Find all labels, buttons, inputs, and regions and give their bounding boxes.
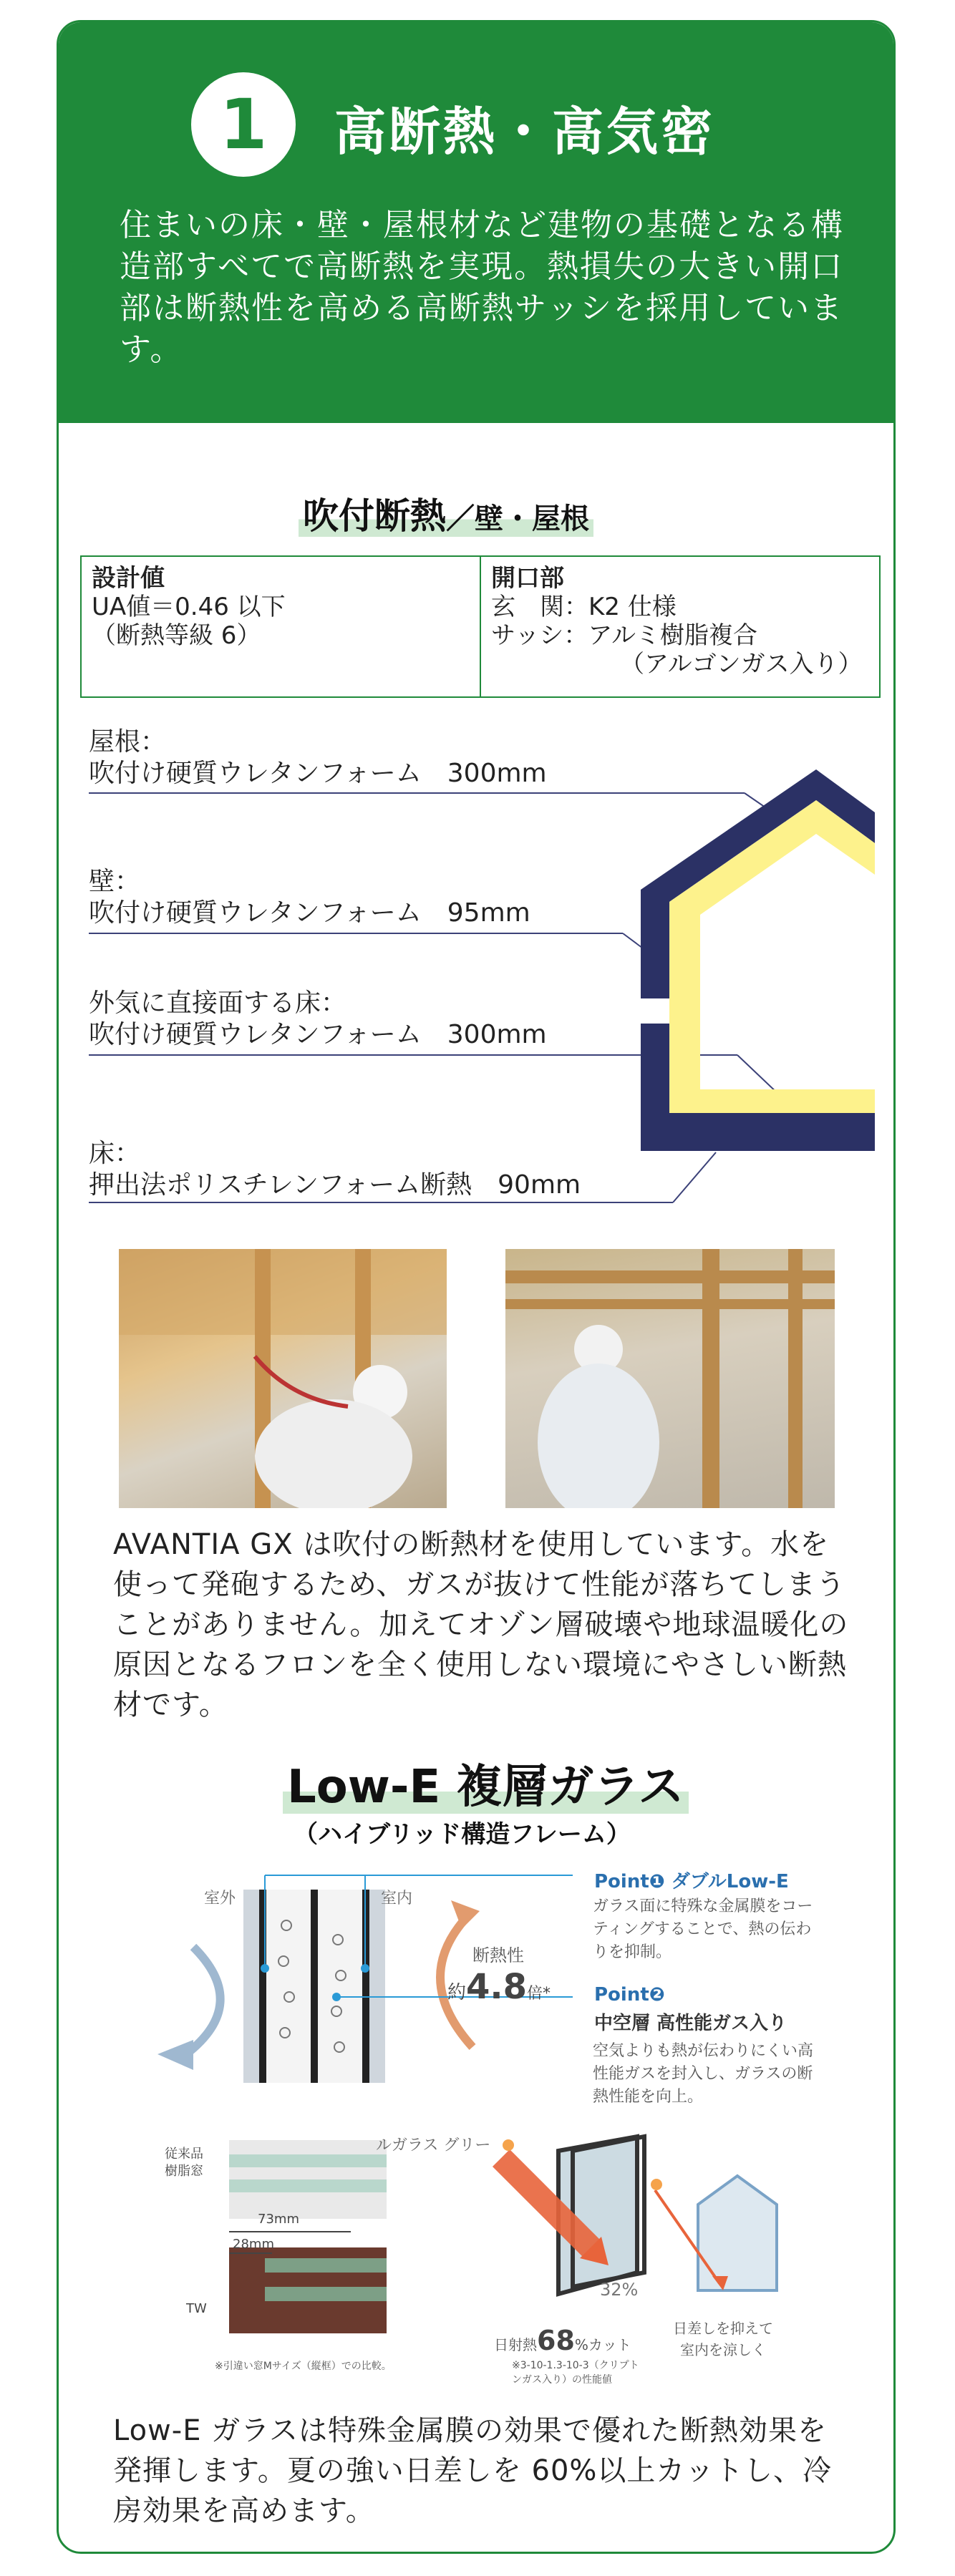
spec-left-heading: 設計値 bbox=[92, 564, 165, 593]
frame-dim-28: 28mm bbox=[233, 2237, 274, 2252]
section-title: 高断熱・高気密 bbox=[334, 102, 716, 162]
cut-remaining-percent: 32% bbox=[600, 2280, 639, 2300]
glass-description: Low-E ガラスは特殊金属膜の効果で優れた断熱効果を発揮します。夏の強い日差しを 60%以上カットし、冷房効果を高めます。 bbox=[113, 2414, 833, 2527]
exterior-floor-label: 外気に直接面する床： 吹付け硬質ウレタンフォーム 300mm bbox=[89, 988, 547, 1049]
point2-title: Point❷ bbox=[594, 1984, 665, 2006]
worker-illustration-2 bbox=[505, 1249, 835, 1508]
point2-description: 空気よりも熱が伝わりにくい高性能ガスを封入し、ガラスの断熱性能を向上。 bbox=[593, 2042, 814, 2106]
yellow-insulation-upper bbox=[669, 800, 875, 1024]
cut-value-group: 日射熱68%カット bbox=[494, 2325, 631, 2356]
spec-right-line3: （アルゴンガス入り） bbox=[620, 650, 863, 679]
section-description: 住まいの床・壁・屋根材など建物の基礎となる構造部すべてで高断熱を実現。熱損失の大きい開口部は断熱性を高める高断熱サッシを採用しています。 bbox=[120, 207, 844, 368]
yellow-insulation-lower bbox=[669, 1024, 875, 1113]
outside-label: 室外 bbox=[204, 1890, 236, 1907]
partial-caption: ルガラス グリー bbox=[376, 2137, 491, 2154]
house-shade-diagram bbox=[648, 2169, 791, 2312]
point2-subtitle: 中空層 高性能ガス入り bbox=[594, 2013, 787, 2034]
frame-label-tw: TW bbox=[186, 2301, 207, 2316]
frame-dim-73: 73mm bbox=[258, 2212, 299, 2227]
worker-illustration-1 bbox=[119, 1249, 447, 1508]
point1-description: ガラス面に特殊な金属膜をコーティングすることで、熱の伝わりを抑制。 bbox=[593, 1897, 813, 1961]
point1-title: Point❶ ダブルLow-E bbox=[594, 1871, 789, 1892]
roof-label: 屋根： 吹付け硬質ウレタンフォーム 300mm bbox=[89, 727, 547, 788]
spec-right-line1: 玄 関：K2 仕様 bbox=[491, 593, 677, 621]
insulation-title-sub: ／壁・屋根 bbox=[446, 502, 589, 535]
spec-right-line2: サッシ：アルミ樹脂複合 bbox=[491, 621, 757, 650]
wall-label: 壁： 吹付け硬質ウレタンフォーム 95mm bbox=[89, 867, 530, 928]
section-number: 1 bbox=[191, 72, 296, 177]
glass-subtitle: （ハイブリッド構造フレーム） bbox=[294, 1820, 631, 1849]
spec-left-line2: （断熱等級 6） bbox=[92, 621, 261, 650]
performance-label: 断熱性 bbox=[472, 1945, 524, 1965]
house-shade-caption: 日差しを抑えて 室内を涼しく bbox=[673, 2320, 773, 2358]
spec-left-line1: UA値＝0.46 以下 bbox=[92, 593, 286, 621]
inside-label: 室内 bbox=[381, 1890, 413, 1907]
photo-spray-wall bbox=[505, 1249, 835, 1508]
glass-title: Low-E 複層ガラス bbox=[283, 1750, 689, 1816]
photo-spray-ceiling bbox=[119, 1249, 447, 1508]
frame-note: ※引違い窓Mサイズ（縦框）での比較。 bbox=[215, 2361, 392, 2372]
insulation-description: AVANTIA GX は吹付の断熱材を使用しています。水を使って発砲するため、ガスが抜けて性能が落ちてしまうことがありません。加えてオゾン層破壊や地球温暖化の原因となるフロンを全く使用しない環境にやさしい断熱材です。 bbox=[113, 1528, 849, 1721]
spec-right-heading: 開口部 bbox=[491, 564, 564, 593]
house-insulation-diagram bbox=[0, 0, 955, 1231]
cut-note: ※3-10-1.3-10-3（クリプトンガス入り）の性能値 bbox=[512, 2360, 639, 2386]
frame-label-conventional: 従来品 樹脂窓 bbox=[165, 2147, 203, 2179]
insulation-title-main: 吹付断熱 bbox=[303, 495, 446, 537]
performance-value-group: 約4.8倍* bbox=[447, 1967, 551, 2007]
floor-label: 床： 押出法ポリスチレンフォーム断熱 90mm bbox=[89, 1139, 581, 1200]
